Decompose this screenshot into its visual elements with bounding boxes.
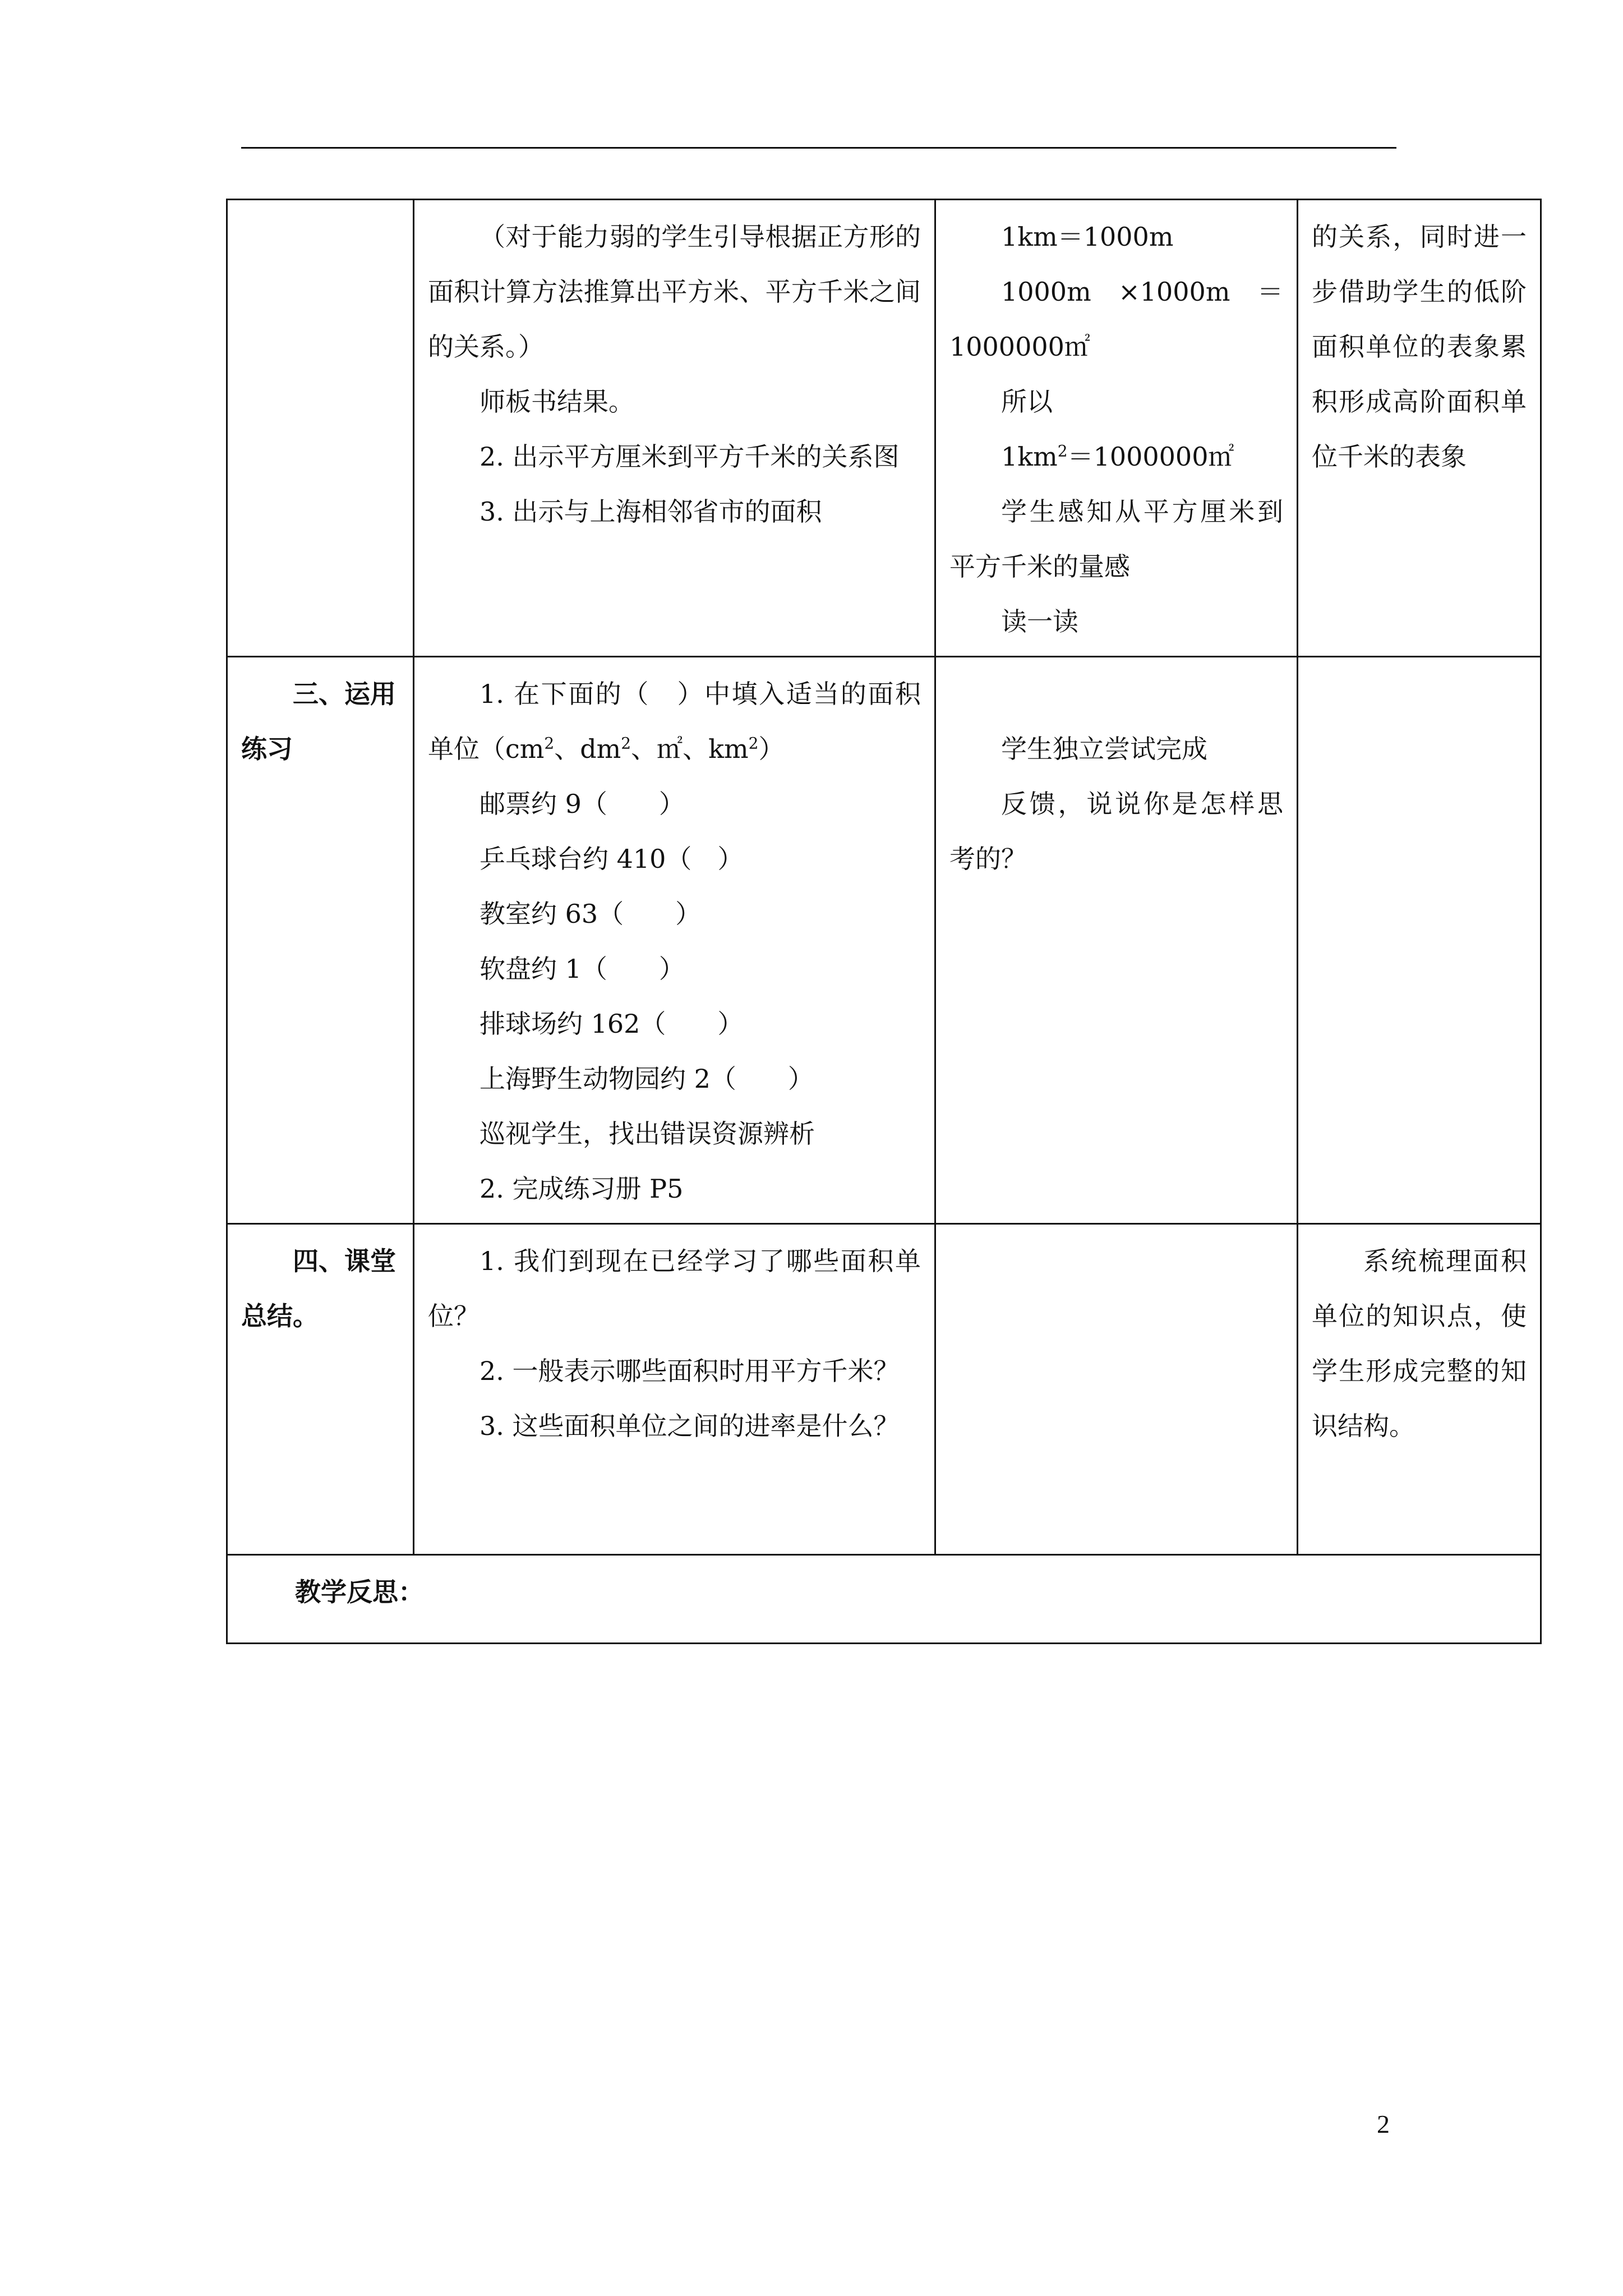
student-line: 所以 [1001, 386, 1053, 417]
student-line: 学生独立尝试完成 [1001, 734, 1207, 764]
lesson-plan-table [226, 199, 1542, 1644]
student-line: 1km＝1000m [1001, 222, 1174, 252]
stage-cell [227, 657, 414, 1224]
teacher-line: 1. 在下面的（ ）中填入适当的面积单位（$cm^2$、$dm^2$、㎡、$km^2$） [428, 679, 921, 764]
teacher-line: 2. 出示平方厘米到平方千米的关系图 [479, 441, 900, 472]
table-row [227, 200, 1541, 657]
teaching-reflection: 教学反思： [227, 1555, 1541, 1644]
stage-label: 四、课堂总结。 [241, 1246, 396, 1331]
teacher-activity-cell [414, 1224, 935, 1555]
student-line: 反馈，说说你是怎样思考的？ [949, 789, 1283, 874]
equation-result: 1000000㎡ [949, 332, 1090, 362]
teacher-activity-cell [414, 657, 935, 1224]
header-rule [241, 147, 1396, 149]
teacher-line: 师板书结果。 [479, 386, 634, 417]
stage-cell [227, 200, 414, 657]
intent-text: 的关系，同时进一步借助学生的低阶面积单位的表象累积形成高阶面积单位千米的表象 [1312, 222, 1527, 472]
list-item: 乒乓球台约 410（ ） [479, 844, 744, 874]
intent-text: 系统梳理面积单位的知识点，使学生形成完整的知识结构。 [1312, 1246, 1527, 1441]
student-line: $1km^2=1000000㎡$ [1001, 441, 1234, 472]
teacher-line: 3. 这些面积单位之间的进率是什么？ [479, 1411, 900, 1441]
table-row [227, 657, 1541, 1224]
design-intent-cell [1298, 1224, 1541, 1555]
table-row [227, 1224, 1541, 1555]
teacher-line: 1. 我们到现在已经学习了哪些面积单位？ [428, 1246, 921, 1331]
teacher-line: （对于能力弱的学生引导根据正方形的面积计算方法推算出平方米、平方千米之间的关系。） [428, 222, 921, 362]
list-item: 2. 完成练习册 P5 [479, 1174, 684, 1204]
student-activity-cell [935, 657, 1298, 1224]
student-line: 读一读 [1001, 606, 1078, 637]
list-item: 排球场约 162（ ） [479, 1009, 744, 1039]
student-line: 学生感知从平方厘米到平方千米的量感 [949, 496, 1283, 582]
list-item: 巡视学生，找出错误资源辨析 [479, 1119, 815, 1149]
teacher-line: 2. 一般表示哪些面积时用平方千米？ [479, 1356, 900, 1386]
stage-cell [227, 1224, 414, 1555]
list-item: 上海野生动物园约 2（ ） [479, 1064, 814, 1094]
equation-line: 1000m ×1000m ＝ [1001, 277, 1283, 307]
list-item: 教室约 63（ ） [479, 899, 702, 929]
student-activity-cell [935, 1224, 1298, 1555]
stage-label: 三、运用练习 [241, 679, 396, 764]
design-intent-cell [1298, 200, 1541, 657]
table-row [227, 1555, 1541, 1644]
teacher-line: 3. 出示与上海相邻省市的面积 [479, 496, 822, 527]
student-activity-cell [935, 200, 1298, 657]
list-item: 邮票约 9（ ） [479, 789, 685, 819]
design-intent-cell [1298, 657, 1541, 1224]
teacher-activity-cell [414, 200, 935, 657]
page-number: 2 [1377, 2110, 1390, 2138]
list-item: 软盘约 1（ ） [479, 954, 685, 984]
